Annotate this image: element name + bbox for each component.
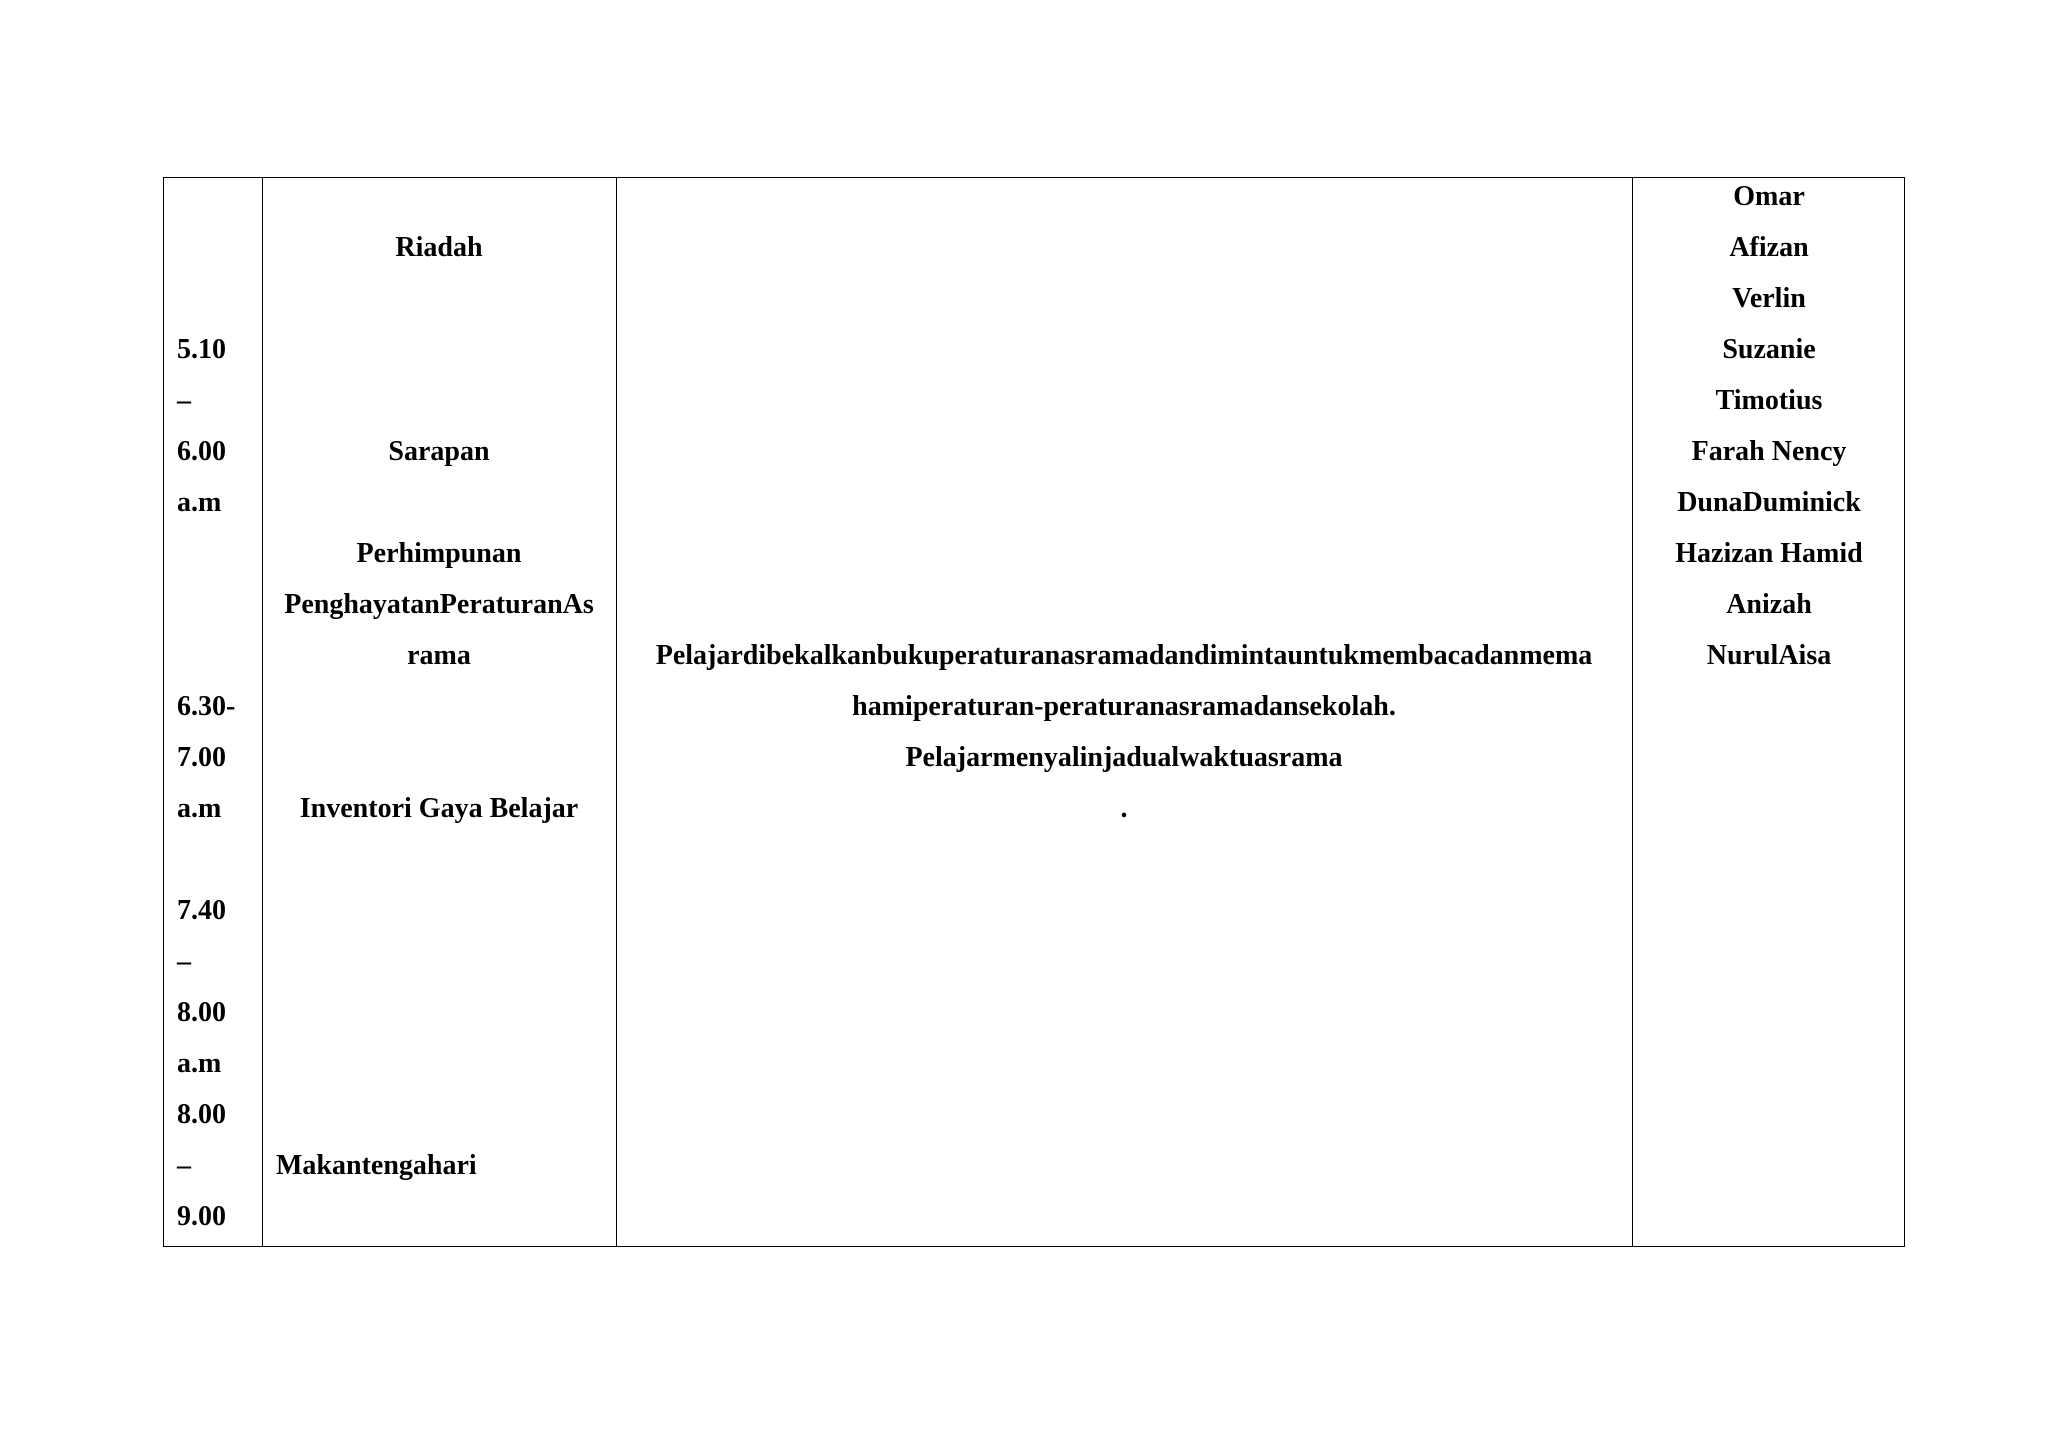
activity-column: [262, 178, 616, 1246]
activity-sarapan: Sarapan: [388, 436, 490, 467]
staff-name: Timotius: [1715, 385, 1823, 416]
description-text: Pelajardibekalkanbukuperaturanasramadandimintauntukmembacadanmema: [655, 640, 1593, 671]
staff-name: NurulAisa: [1706, 640, 1832, 671]
time-column: [164, 178, 262, 1246]
staff-name: DunaDuminick: [1677, 487, 1861, 518]
time-text: a.m: [177, 487, 222, 518]
staff-column: [1632, 178, 1906, 1246]
time-text: 7.00: [177, 742, 226, 773]
activity-makan: Makantengahari: [276, 1150, 477, 1181]
time-text: 9.00: [177, 1201, 226, 1232]
activity-perhimpunan: rama: [407, 640, 471, 671]
activity-inventori: Inventori Gaya Belajar: [299, 793, 579, 824]
time-text: 8.00: [177, 997, 226, 1028]
staff-name: Suzanie: [1722, 334, 1816, 365]
time-text: 8.00: [177, 1099, 226, 1130]
time-text: –: [177, 385, 191, 416]
description-text: Pelajarmenyalinjadualwaktuasrama: [905, 742, 1343, 773]
time-text: 6.30-: [177, 691, 236, 722]
description-column: [616, 178, 1632, 1246]
staff-name: Afizan: [1729, 232, 1809, 263]
staff-name: Verlin: [1732, 283, 1806, 314]
staff-name: Omar: [1733, 181, 1805, 212]
staff-name: Hazizan Hamid: [1675, 538, 1863, 569]
activity-perhimpunan: Perhimpunan: [356, 538, 522, 569]
activity-perhimpunan: PenghayatanPeraturanAs: [284, 589, 594, 620]
description-text: .: [1120, 793, 1128, 824]
schedule-table: [163, 177, 1905, 1247]
time-text: –: [177, 1150, 191, 1181]
time-text: a.m: [177, 1048, 222, 1079]
staff-name: Anizah: [1726, 589, 1812, 620]
time-text: a.m: [177, 793, 222, 824]
time-text: 7.40: [177, 895, 226, 926]
staff-name: Farah Nency: [1691, 436, 1847, 467]
activity-riadah: Riadah: [395, 232, 483, 263]
description-text: hamiperaturan-peraturanasramadansekolah.: [852, 691, 1396, 722]
time-text: 5.10: [177, 334, 226, 365]
time-text: 6.00: [177, 436, 226, 467]
time-text: –: [177, 946, 191, 977]
